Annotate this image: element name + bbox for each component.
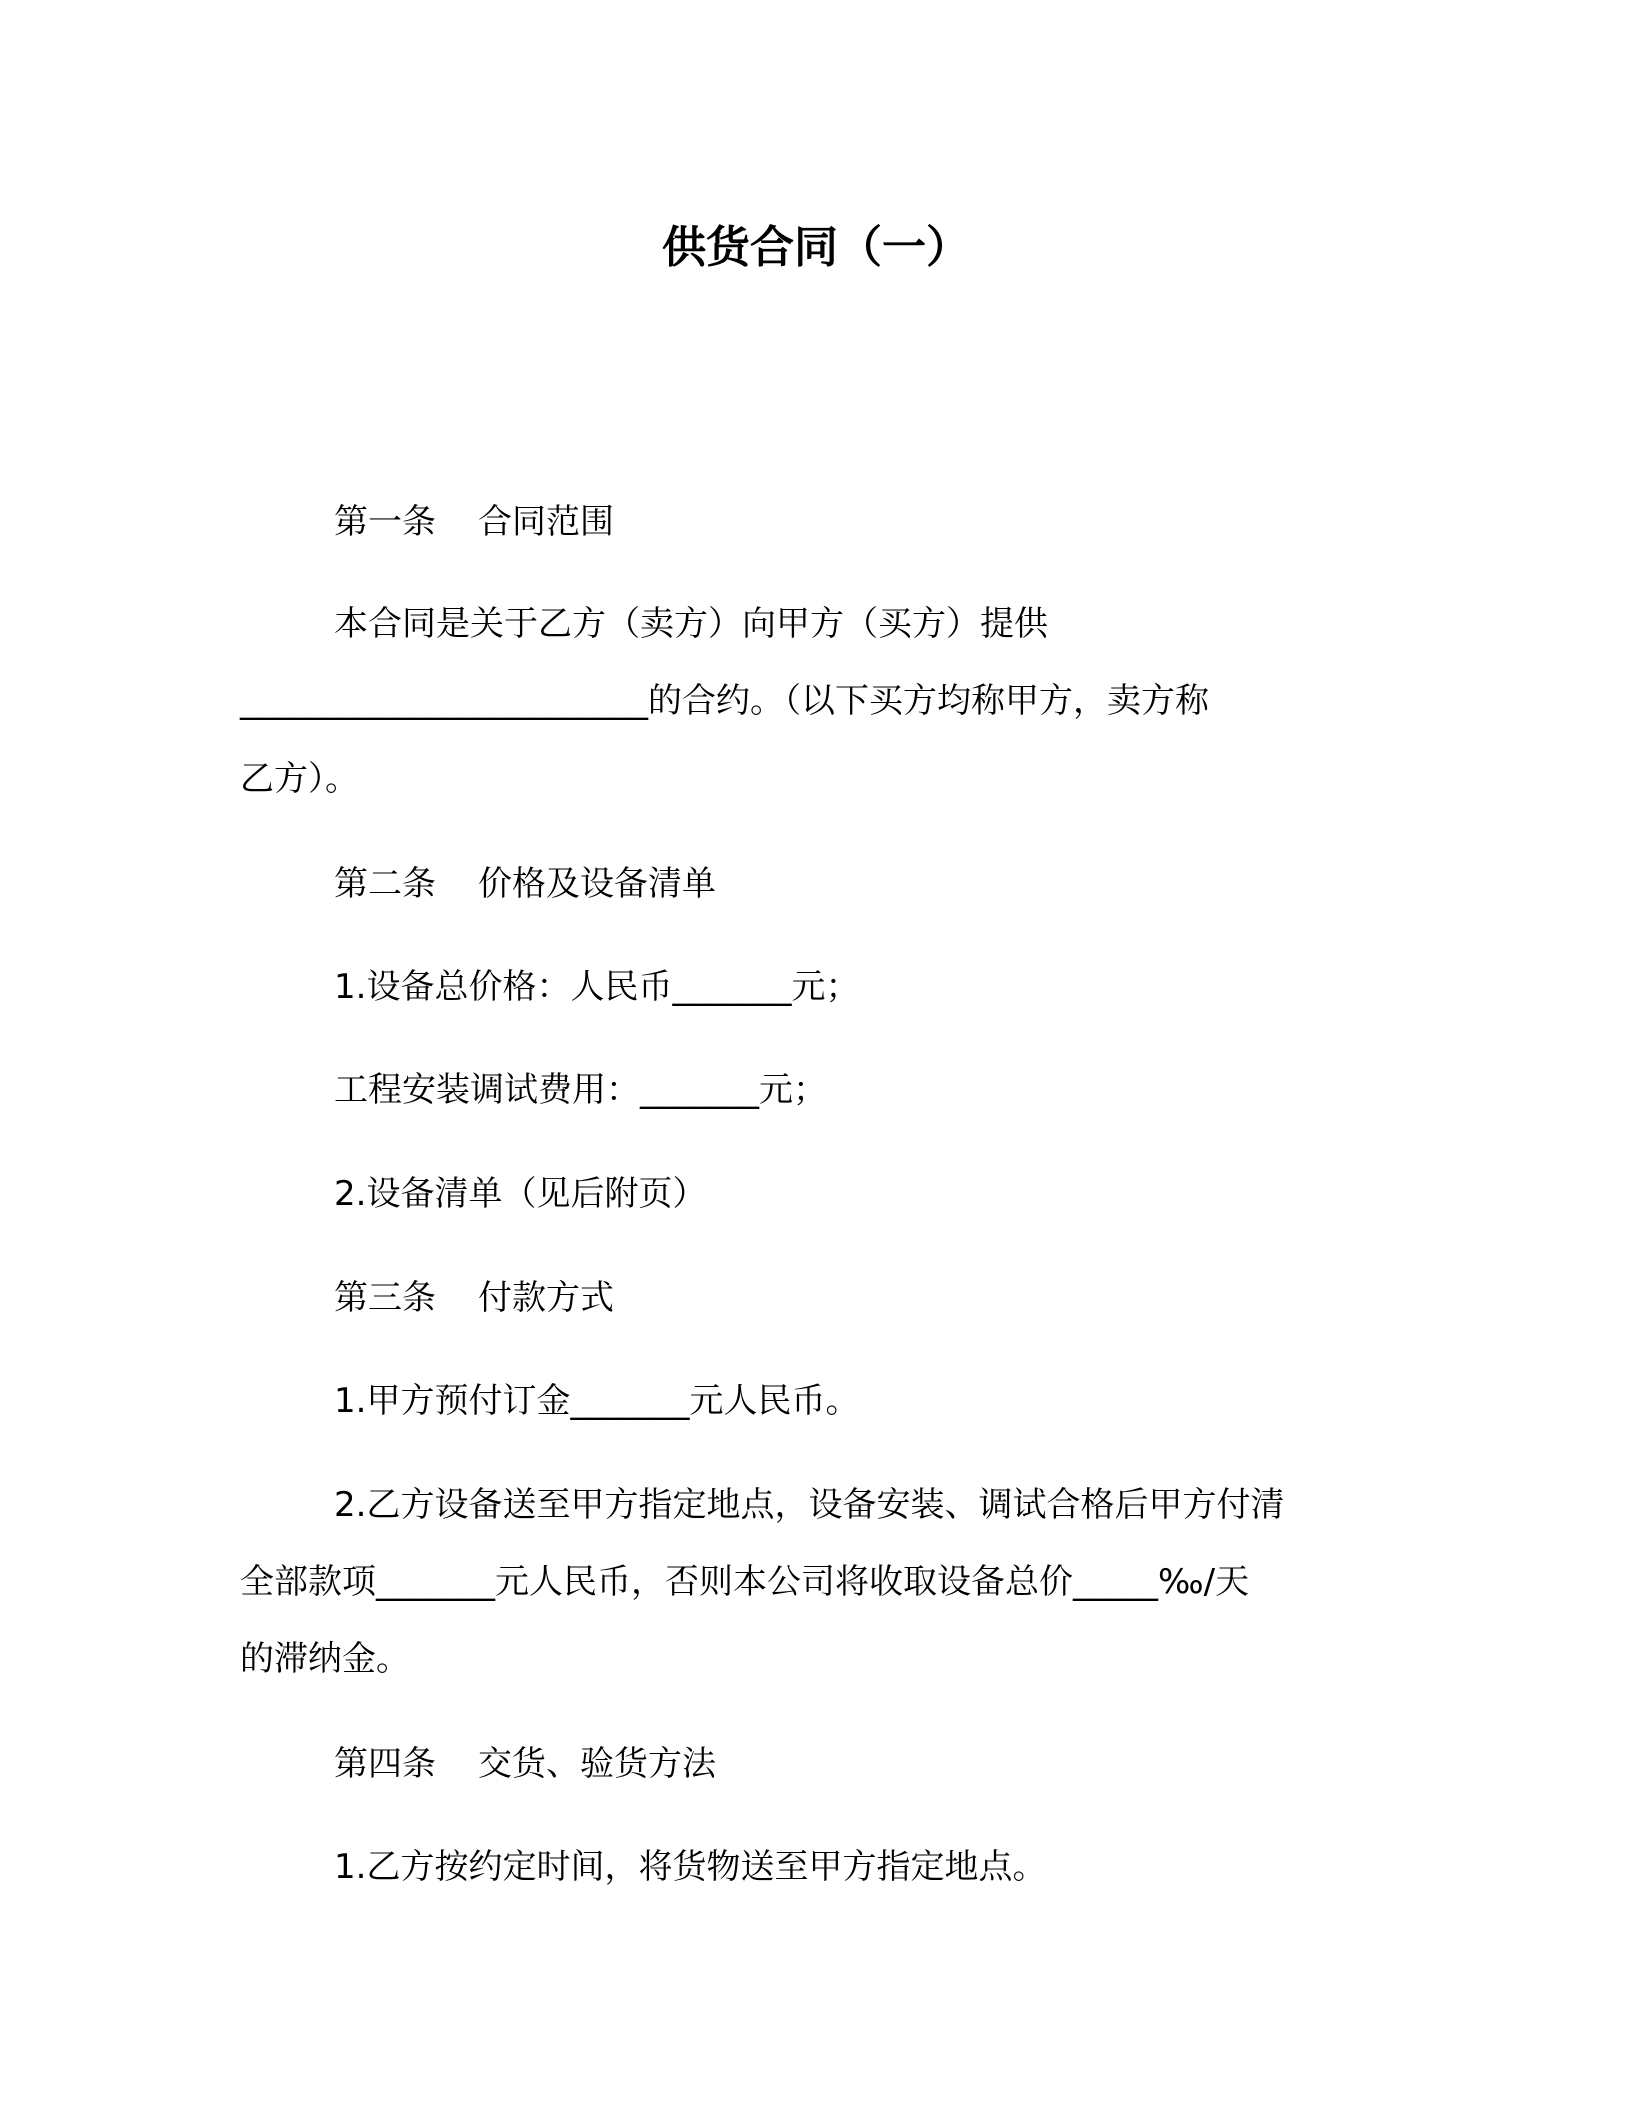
article-title: 交货、验货方法 (478, 1744, 716, 1784)
paragraph-line: 全部款项_______元人民币，否则本公司将收取设备总价_____‰/天 (240, 1562, 1250, 1602)
article-title: 合同范围 (478, 502, 614, 542)
paragraph-line: 工程安装调试费用：_______元； (334, 1070, 827, 1110)
paragraph-line: 1.设备总价格：人民币_______元； (334, 967, 860, 1007)
article-number: 第二条 (334, 864, 436, 904)
article-title: 价格及设备清单 (478, 864, 716, 904)
paragraph-line: ________________________的合约。（以下买方均称甲方，卖方称 (240, 681, 1209, 721)
article-3-heading (334, 1274, 614, 1322)
paragraph-line: 的滞纳金。 (240, 1639, 410, 1679)
article-title: 付款方式 (478, 1278, 614, 1318)
paragraph-line: 乙方）。 (240, 759, 359, 799)
paragraph-line: 2.乙方设备送至甲方指定地点，设备安装、调试合格后甲方付清 (334, 1485, 1285, 1525)
article-number: 第三条 (334, 1278, 436, 1318)
article-4-heading (334, 1740, 716, 1788)
article-1-heading (334, 498, 614, 546)
article-number: 第一条 (334, 502, 436, 542)
paragraph-line: 1.乙方按约定时间，将货物送至甲方指定地点。 (334, 1847, 1047, 1887)
article-number: 第四条 (334, 1744, 436, 1784)
document-title: 供货合同（一） (662, 222, 970, 273)
paragraph-line: 本合同是关于乙方（卖方）向甲方（买方）提供 (334, 604, 1048, 644)
paragraph-line: 2.设备清单（见后附页） (334, 1174, 707, 1214)
article-2-heading (334, 860, 716, 908)
paragraph-line: 1.甲方预付订金_______元人民币。 (334, 1381, 860, 1421)
